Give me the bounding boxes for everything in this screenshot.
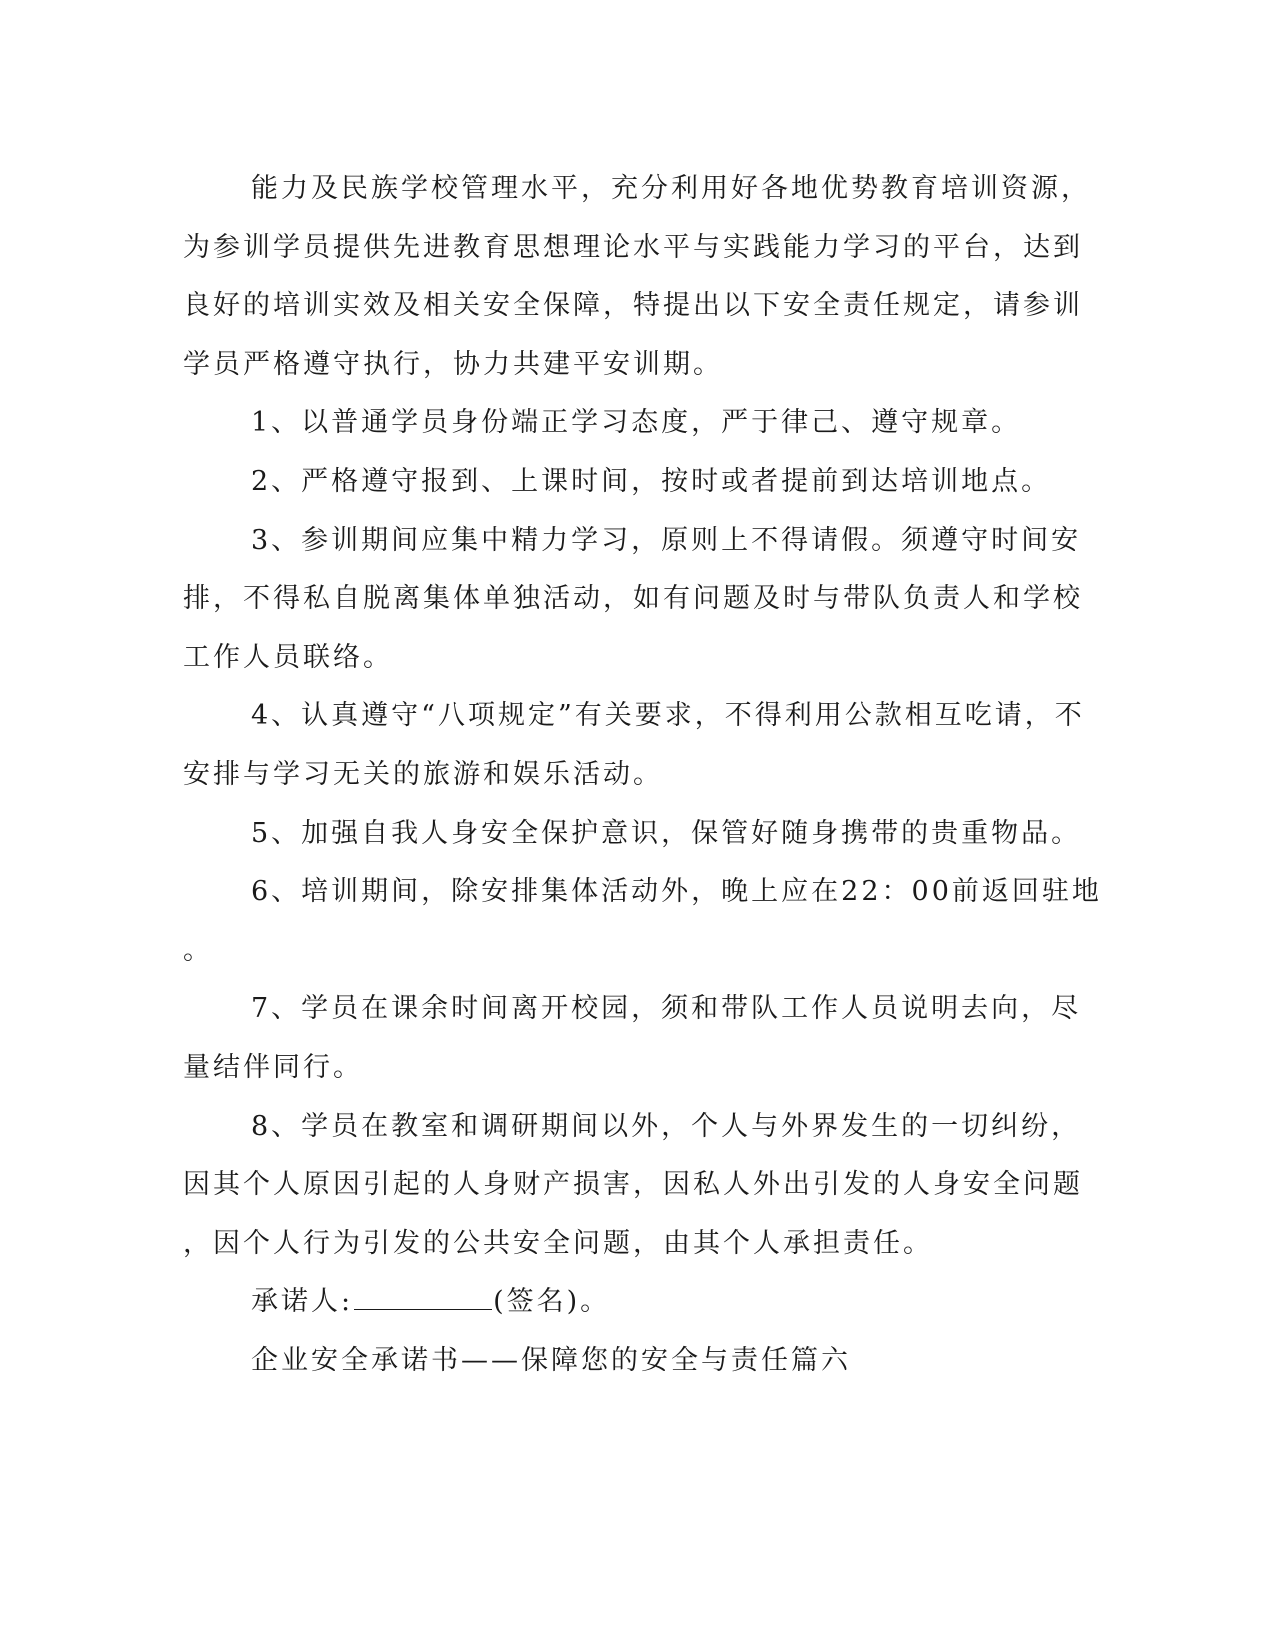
rule-item-1 bbox=[183, 394, 1028, 453]
rule-6-line-2: 。 bbox=[183, 934, 213, 966]
next-section-heading: 企业安全承诺书——保障您的安全与责任篇六 bbox=[251, 1344, 851, 1376]
rule-item-3 bbox=[183, 512, 1083, 688]
rule-8-line-3: ，因个人行为引发的公共安全问题，由其个人承担责任。 bbox=[183, 1227, 933, 1259]
rule-item-6 bbox=[183, 863, 1102, 980]
intro-line-4: 学员严格遵守执行，协力共建平安训期。 bbox=[183, 348, 723, 380]
rule-item-5 bbox=[183, 805, 1082, 864]
rule-8-line-2: 因其个人原因引起的人身财产损害，因私人外出引发的人身安全问题 bbox=[183, 1169, 1083, 1201]
rule-4-line-2: 安排与学习无关的旅游和娱乐活动。 bbox=[183, 758, 663, 790]
rule-3-line-1: 3、参训期间应集中精力学习，原则上不得请假。须遵守时间安 bbox=[251, 524, 1082, 556]
rule-2-line-1: 2、严格遵守报到、上课时间，按时或者提前到达培训地点。 bbox=[251, 465, 1052, 497]
signature-label: 承诺人: bbox=[251, 1286, 354, 1318]
rule-4-line-1: 4、认真遵守“八项规定”有关要求，不得利用公款相互吃请，不 bbox=[251, 700, 1085, 732]
intro-paragraph bbox=[183, 160, 1091, 394]
rule-item-7 bbox=[183, 980, 1082, 1097]
intro-line-3: 良好的培训实效及相关安全保障，特提出以下安全责任规定，请参训 bbox=[183, 290, 1083, 322]
rule-item-2 bbox=[183, 453, 1052, 512]
signature-line bbox=[183, 1273, 1028, 1332]
rule-8-line-1: 8、学员在教室和调研期间以外，个人与外界发生的一切纠纷， bbox=[251, 1110, 1082, 1142]
rule-item-4 bbox=[183, 687, 1085, 804]
rule-item-8 bbox=[183, 1098, 1083, 1274]
intro-line-2: 为参训学员提供先进教育思想理论水平与实践能力学习的平台，达到 bbox=[183, 231, 1083, 263]
intro-line-1: 能力及民族学校管理水平，充分利用好各地优势教育培训资源， bbox=[251, 173, 1091, 204]
rule-1-line-1: 1、以普通学员身份端正学习态度，严于律己、遵守规章。 bbox=[251, 407, 1022, 439]
signature-suffix: (签名)。 bbox=[493, 1286, 611, 1318]
rule-3-line-2: 排，不得私自脱离集体单独活动，如有问题及时与带队负责人和学校 bbox=[183, 583, 1083, 615]
rule-7-line-2: 量结伴同行。 bbox=[183, 1051, 363, 1083]
rule-6-line-1: 6、培训期间，除安排集体活动外，晚上应在22：00前返回驻地 bbox=[251, 876, 1102, 908]
rule-3-line-3: 工作人员联络。 bbox=[183, 641, 393, 673]
document-body bbox=[183, 160, 1102, 1390]
signature-blank bbox=[354, 1285, 492, 1310]
rule-7-line-1: 7、学员在课余时间离开校园，须和带队工作人员说明去向，尽 bbox=[251, 993, 1082, 1025]
rule-5-line-1: 5、加强自我人身安全保护意识，保管好随身携带的贵重物品。 bbox=[251, 817, 1082, 849]
